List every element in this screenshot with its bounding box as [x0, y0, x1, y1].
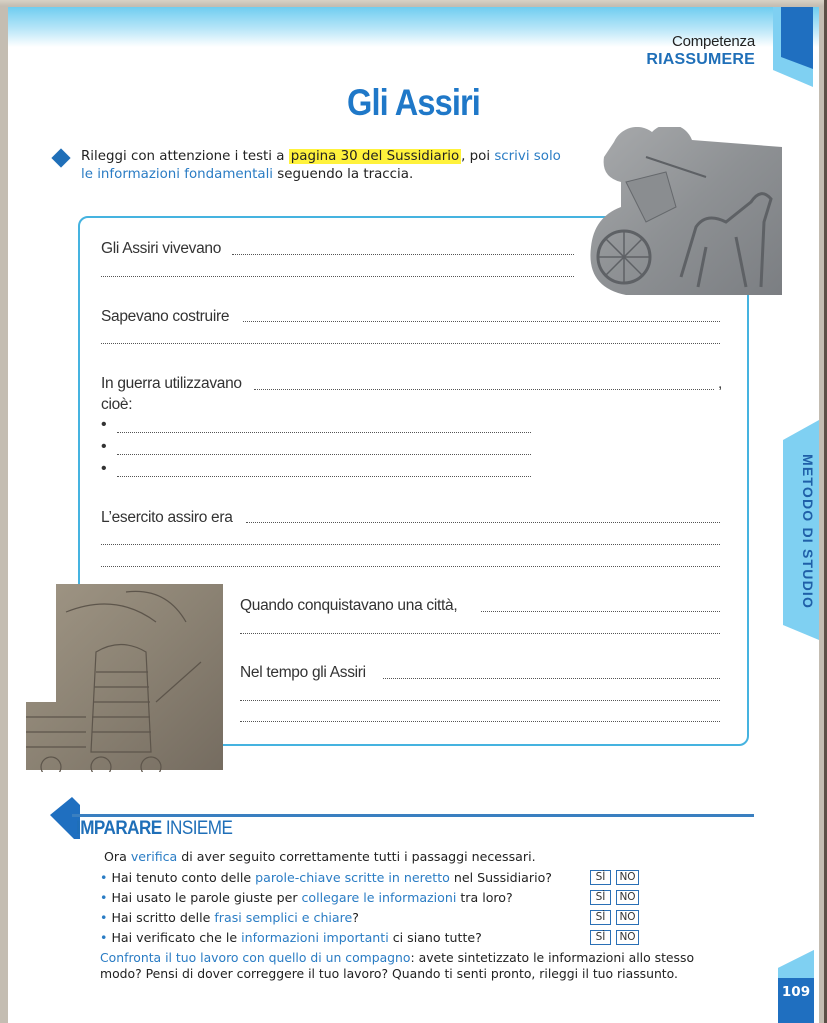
bullet: • — [100, 870, 108, 885]
text-part: modo? Pensi di dover correggere il tuo lavoro? Quando ti senti pronto, rileggi il tuo riassunto. — [100, 966, 678, 981]
no-checkbox[interactable]: NO — [616, 870, 639, 885]
answer-line[interactable] — [117, 432, 531, 433]
answer-line[interactable] — [232, 254, 574, 255]
answer-line[interactable] — [240, 700, 720, 701]
page-title: Gli Assiri — [347, 82, 480, 123]
text-part: Hai usato le parole giuste per — [111, 890, 302, 905]
text-emphasis: collegare le informazioni — [301, 890, 457, 905]
text-part: ci siano tutte? — [388, 930, 482, 945]
text-emphasis: frasi semplici e chiare — [214, 910, 353, 925]
answer-line[interactable] — [101, 544, 720, 545]
no-checkbox[interactable]: NO — [616, 890, 639, 905]
page-number: 109 — [781, 984, 811, 1000]
bullet: • — [101, 416, 107, 433]
text-emphasis: verifica — [130, 849, 178, 864]
yes-no-choice — [590, 930, 639, 945]
yes-checkbox[interactable]: SÌ — [590, 930, 611, 945]
side-tab-label: METODO DI STUDIO — [800, 454, 816, 610]
instruction-emphasis: scrivi solo le informazioni fondamentali — [81, 149, 561, 182]
text-part: : avete sintetizzato le informazioni allo stesso — [410, 950, 695, 965]
answer-line[interactable] — [240, 721, 720, 722]
answer-line[interactable] — [117, 454, 531, 455]
text-part: Ora — [104, 849, 131, 864]
instruction-part: seguendo la traccia. — [273, 167, 414, 182]
bullet: • — [101, 460, 107, 477]
section-title-bold: IMPARARE — [76, 818, 162, 839]
answer-line[interactable] — [254, 389, 714, 390]
text-part: ? — [352, 910, 359, 925]
instruction-text — [53, 148, 573, 184]
siege-tower-relief-image — [26, 582, 223, 772]
field-label-guerra: In guerra utilizzavano — [101, 375, 242, 392]
bookmark-ribbon-icon — [773, 7, 813, 87]
field-label-vivevano: Gli Assiri vivevano — [101, 240, 222, 257]
text-part: di aver seguito correttamente tutti i passaggi necessari. — [177, 849, 536, 864]
yes-checkbox[interactable]: SÌ — [590, 890, 611, 905]
text-part: Hai scritto delle — [111, 910, 215, 925]
checklist-item — [100, 890, 513, 905]
competence-value: RIASSUMERE — [646, 51, 755, 68]
answer-line[interactable] — [243, 321, 720, 322]
answer-line[interactable] — [101, 343, 720, 344]
comma: , — [718, 375, 723, 392]
competence-title: Competenza — [671, 33, 755, 50]
text-part: Hai tenuto conto delle — [111, 870, 256, 885]
bullet: • — [100, 890, 108, 905]
yes-no-choice — [590, 870, 639, 885]
yes-no-choice — [590, 910, 639, 925]
answer-line[interactable] — [246, 522, 720, 523]
highlighted-reference: pagina 30 del Sussidiario — [290, 149, 460, 164]
no-checkbox[interactable]: NO — [616, 910, 639, 925]
chariot-relief-image — [586, 127, 782, 297]
text-emphasis: Confronta il tuo lavoro con quello di un compagno — [100, 950, 411, 965]
instruction-part: Rileggi con attenzione i testi a — [81, 149, 289, 164]
text-part: tra loro? — [456, 890, 513, 905]
text-part: Hai verificato che le — [111, 930, 242, 945]
section-title — [76, 818, 232, 840]
text-emphasis: parole-chiave scritte in neretto — [255, 870, 450, 885]
section-title-regular: INSIEME — [161, 818, 233, 839]
compare-paragraph — [100, 950, 694, 982]
answer-line[interactable] — [481, 611, 720, 612]
checklist-item — [100, 930, 482, 945]
answer-line[interactable] — [101, 566, 720, 567]
answer-line[interactable] — [101, 276, 574, 277]
no-checkbox[interactable]: NO — [616, 930, 639, 945]
yes-checkbox[interactable]: SÌ — [590, 870, 611, 885]
competence-label — [646, 33, 755, 69]
field-label-conquista: Quando conquistavano una città, — [240, 597, 458, 614]
instruction-part: , poi — [461, 149, 495, 164]
field-label-costruire: Sapevano costruire — [101, 308, 230, 325]
yes-checkbox[interactable]: SÌ — [590, 910, 611, 925]
diamond-bullet-icon — [51, 148, 70, 167]
field-label-tempo: Nel tempo gli Assiri — [240, 664, 366, 681]
section-divider — [72, 814, 754, 817]
answer-line[interactable] — [383, 678, 720, 679]
checklist-item — [100, 870, 552, 885]
text-part: nel Sussidiario? — [449, 870, 552, 885]
answer-line[interactable] — [240, 633, 720, 634]
bullet: • — [100, 910, 108, 925]
bullet: • — [100, 930, 108, 945]
verify-intro — [104, 849, 536, 865]
text-emphasis: informazioni importanti — [241, 930, 389, 945]
yes-no-choice — [590, 890, 639, 905]
field-label-cioe: cioè: — [101, 396, 133, 413]
bullet: • — [101, 438, 107, 455]
checklist-item — [100, 910, 359, 925]
field-label-esercito: L’esercito assiro era — [101, 509, 233, 526]
answer-line[interactable] — [117, 476, 531, 477]
